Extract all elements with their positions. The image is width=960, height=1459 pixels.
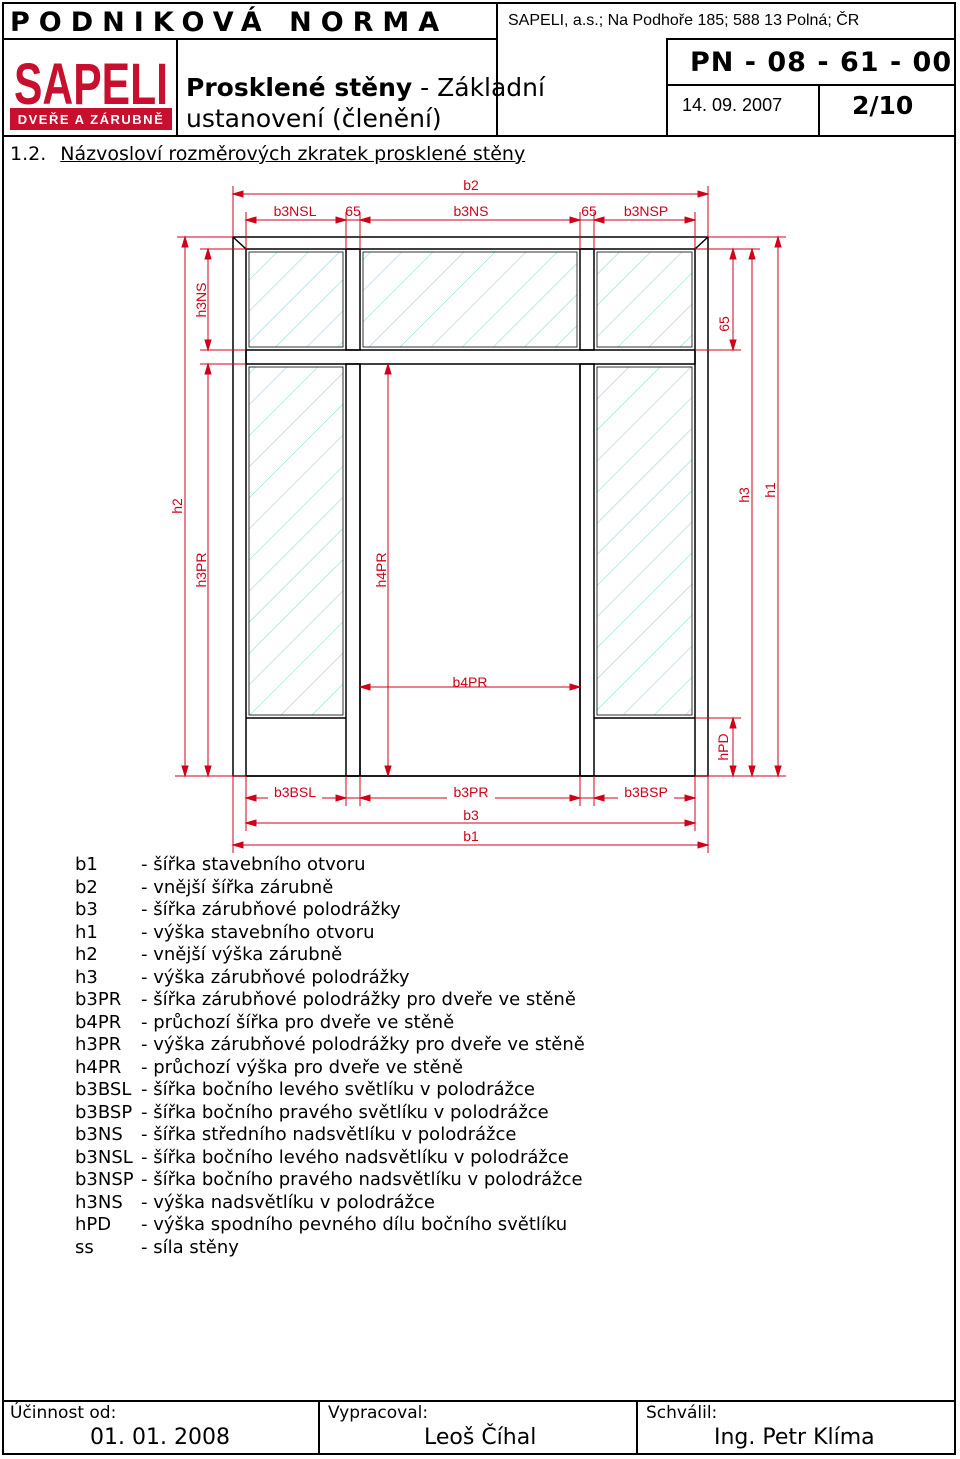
legend-item <box>75 1169 585 1192</box>
legend-item <box>75 1102 585 1125</box>
glass-pane-top-left <box>249 252 343 347</box>
dim-b3bsl: b3BSL <box>273 784 317 800</box>
legend-desc: - šířka zárubňové polodrážky pro dveře ve stěně <box>141 989 576 1010</box>
dim-b3: b3 <box>463 807 479 823</box>
dim-h3ns: h3NS <box>193 282 209 318</box>
legend-abbr: b3 <box>75 899 98 920</box>
legend-abbr: ss <box>75 1236 94 1258</box>
approved-label: Schválil: <box>646 1403 718 1423</box>
dim-b3pr: b3PR <box>453 784 489 800</box>
legend-desc: - vnější výška zárubně <box>141 944 343 965</box>
legend-desc: - průchozí výška pro dveře ve stěně <box>141 1056 464 1078</box>
legend-desc: - šířka stavebního otvoru <box>141 854 366 875</box>
footer-divider-2 <box>636 1400 638 1455</box>
legend-abbr: h3NS <box>75 1191 123 1213</box>
dim-b3nsp: b3NSP <box>623 203 669 219</box>
glass-pane-top-right <box>597 252 692 347</box>
legend-desc: - šířka bočního levého nadsvětlíku v polodrážce <box>141 1146 569 1168</box>
legend-abbr: b3NS <box>75 1124 123 1145</box>
legend-abbr: b3NSP <box>75 1169 134 1190</box>
legend-abbr: b3BSL <box>75 1079 132 1100</box>
issue-date: 14. 09. 2007 <box>682 95 783 115</box>
legend-abbr: hPD <box>75 1214 112 1235</box>
legend-item <box>75 854 585 877</box>
legend-item <box>75 1012 585 1035</box>
legend-item <box>75 899 585 922</box>
legend-item <box>75 877 585 900</box>
legend-item <box>75 1192 585 1215</box>
dim-b4pr: b4PR <box>452 674 488 690</box>
legend-desc: - výška spodního pevného dílu bočního světlíku <box>141 1214 568 1235</box>
legend-desc: - výška zárubňové polodrážky <box>141 966 410 988</box>
legend-item <box>75 1147 585 1170</box>
dim-b1: b1 <box>463 828 479 844</box>
legend-abbr: h1 <box>75 921 98 943</box>
footer-divider-1 <box>318 1400 320 1455</box>
legend-abbr: h3PR <box>75 1034 122 1055</box>
prepared-by: Leoš Číhal <box>424 1425 537 1450</box>
dim-b2: b2 <box>463 177 479 193</box>
legend-desc: - šířka bočního levého světlíku v polodrážce <box>141 1079 535 1100</box>
dim-h3pr: h3PR <box>193 552 209 588</box>
legend-abbr: b2 <box>75 876 98 898</box>
legend-item <box>75 967 585 990</box>
legend-abbr: h3 <box>75 966 98 988</box>
norm-number: PN - 08 - 61 - 00 <box>690 47 953 78</box>
legend-abbr: h4PR <box>75 1056 122 1078</box>
logo-wordmark: SAPELI <box>14 52 168 117</box>
dim-hpd: hPD <box>715 733 731 761</box>
glass-pane-top-center <box>363 252 577 347</box>
company-address: SAPELI, a.s.; Na Podhoře 185; 588 13 Polná; ČR <box>508 12 860 29</box>
legend-desc: - výška stavebního otvoru <box>141 921 375 943</box>
dim-65-left: 65 <box>345 203 361 219</box>
dim-b3nsl: b3NSL <box>273 203 317 219</box>
legend-abbr: h2 <box>75 944 98 965</box>
logo-tagline: DVEŘE A ZÁRUBNĚ <box>17 112 165 127</box>
legend-item <box>75 1214 585 1237</box>
glass-pane-side-right <box>597 367 692 715</box>
legend-item <box>75 1057 585 1080</box>
dim-65-right: 65 <box>581 203 597 219</box>
glass-panes <box>249 252 692 715</box>
legend-desc: - průchozí šířka pro dveře ve stěně <box>141 1011 455 1033</box>
legend-desc: - vnější šířka zárubně <box>141 876 334 898</box>
dim-h2: h2 <box>169 498 185 514</box>
legend-desc: - síla stěny <box>141 1236 239 1258</box>
effective-date: 01. 01. 2008 <box>90 1425 230 1450</box>
dim-h4pr: h4PR <box>373 552 389 588</box>
legend-item <box>75 1079 585 1102</box>
dim-b3bsp: b3BSP <box>624 784 668 800</box>
norm-title: PODNIKOVÁ NORMA <box>10 7 449 38</box>
dim-h3: h3 <box>736 487 752 503</box>
legend-item <box>75 1237 585 1260</box>
legend-desc: - výška nadsvětlíku v polodrážce <box>141 1191 435 1213</box>
legend-abbr: b3NSL <box>75 1146 133 1168</box>
legend-item <box>75 1124 585 1147</box>
abbreviation-legend <box>75 854 585 1259</box>
dim-b3ns: b3NS <box>453 203 489 219</box>
approved-by: Ing. Petr Klíma <box>714 1425 875 1450</box>
document-title-bold: Prosklené stěny <box>186 73 413 102</box>
glass-pane-side-left <box>249 367 343 715</box>
legend-abbr: b1 <box>75 854 98 875</box>
legend-abbr: b3PR <box>75 989 122 1010</box>
legend-item <box>75 944 585 967</box>
legend-desc: - šířka bočního pravého nadsvětlíku v polodrážce <box>141 1169 583 1190</box>
legend-item <box>75 1034 585 1057</box>
legend-item <box>75 922 585 945</box>
legend-desc: - šířka středního nadsvětlíku v polodrážce <box>141 1124 517 1145</box>
footer-top-line <box>2 1400 956 1402</box>
legend-abbr: b3BSP <box>75 1101 133 1123</box>
legend-desc: - šířka bočního pravého světlíku v polodrážce <box>141 1101 549 1123</box>
legend-item <box>75 989 585 1012</box>
legend-abbr: b4PR <box>75 1011 122 1033</box>
section-number: 1.2. <box>10 143 47 165</box>
legend-desc: - výška zárubňové polodrážky pro dveře ve stěně <box>141 1034 585 1055</box>
section-title: Názvosloví rozměrových zkratek prosklené stěny <box>60 143 526 165</box>
dim-65-vertical: 65 <box>716 316 732 332</box>
legend-desc: - šířka zárubňové polodrážky <box>141 899 401 920</box>
document-title-rest: - Základní ustanovení (členění) <box>186 73 545 133</box>
page-number: 2/10 <box>852 91 914 120</box>
dim-h1: h1 <box>762 482 778 498</box>
prepared-label: Vypracoval: <box>328 1403 429 1423</box>
effective-label: Účinnost od: <box>10 1403 117 1423</box>
